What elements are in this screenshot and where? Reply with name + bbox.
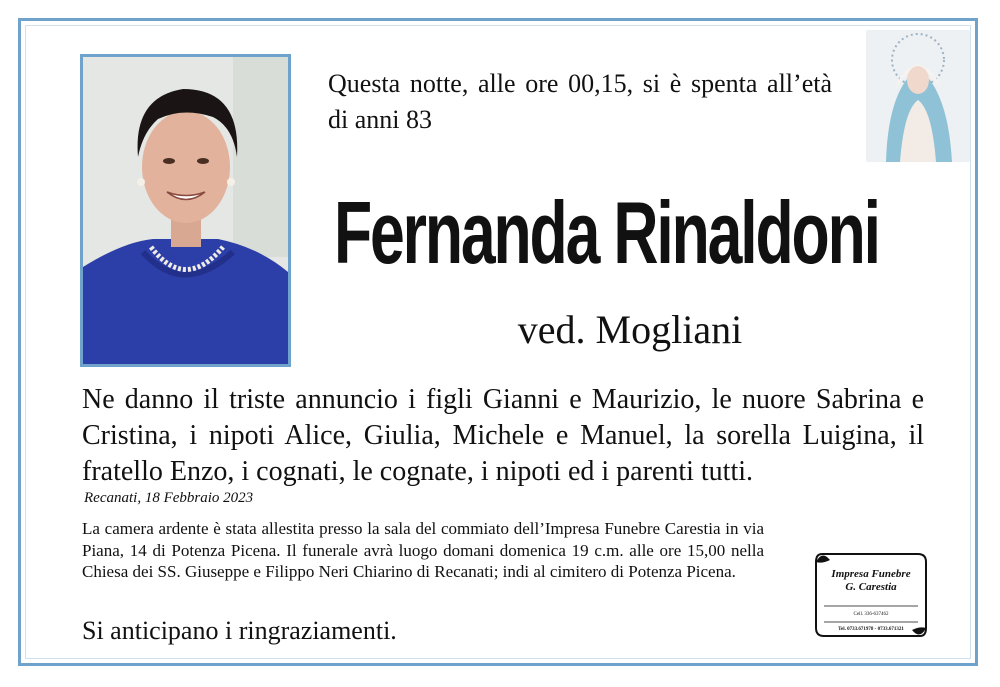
logo-line2: G. Carestia: [845, 581, 897, 593]
madonna-image: [866, 30, 970, 162]
family-announcement: Ne danno il triste annuncio i figli Gianni e Maurizio, le nuore Sabrina e Cristina, i nipoti Alice, Giulia, Michele e Manuel, la sorella Luigina, il fratello Enzo, i cognati, le cognate, i nipoti ed i parenti tutti.: [82, 384, 924, 487]
logo-line1: Impresa Funebre: [831, 568, 911, 580]
funeral-home-logo: [812, 546, 930, 642]
deceased-name: Fernanda Rinaldoni: [334, 183, 879, 282]
thanks-line: Si anticipano i ringraziamenti.: [82, 616, 397, 645]
logo-mobile: Cell. 336-637462: [853, 612, 889, 617]
logo-phones: Tel. 0733.671978 - 0733.671321: [838, 627, 904, 632]
portrait-photo: [80, 54, 291, 367]
place-date: Recanati, 18 Febbraio 2023: [84, 490, 254, 506]
widow-of-label: ved. Mogliani: [517, 307, 743, 352]
funeral-details: La camera ardente è stata allestita presso la sala del commiato dell’Impresa Funebre Carestia in via Piana, 14 di Potenza Picena. Il funerale avrà luogo domani domenica 19 c.m. alle ore 15,00 nella Chiesa dei SS. Giuseppe e Filippo Neri Chiarino di Recanati; indi al cimitero di Potenza Picena.: [82, 519, 764, 581]
death-time-intro: Questa notte, alle ore 00,15, si è spenta all’età di anni 83: [328, 69, 832, 134]
